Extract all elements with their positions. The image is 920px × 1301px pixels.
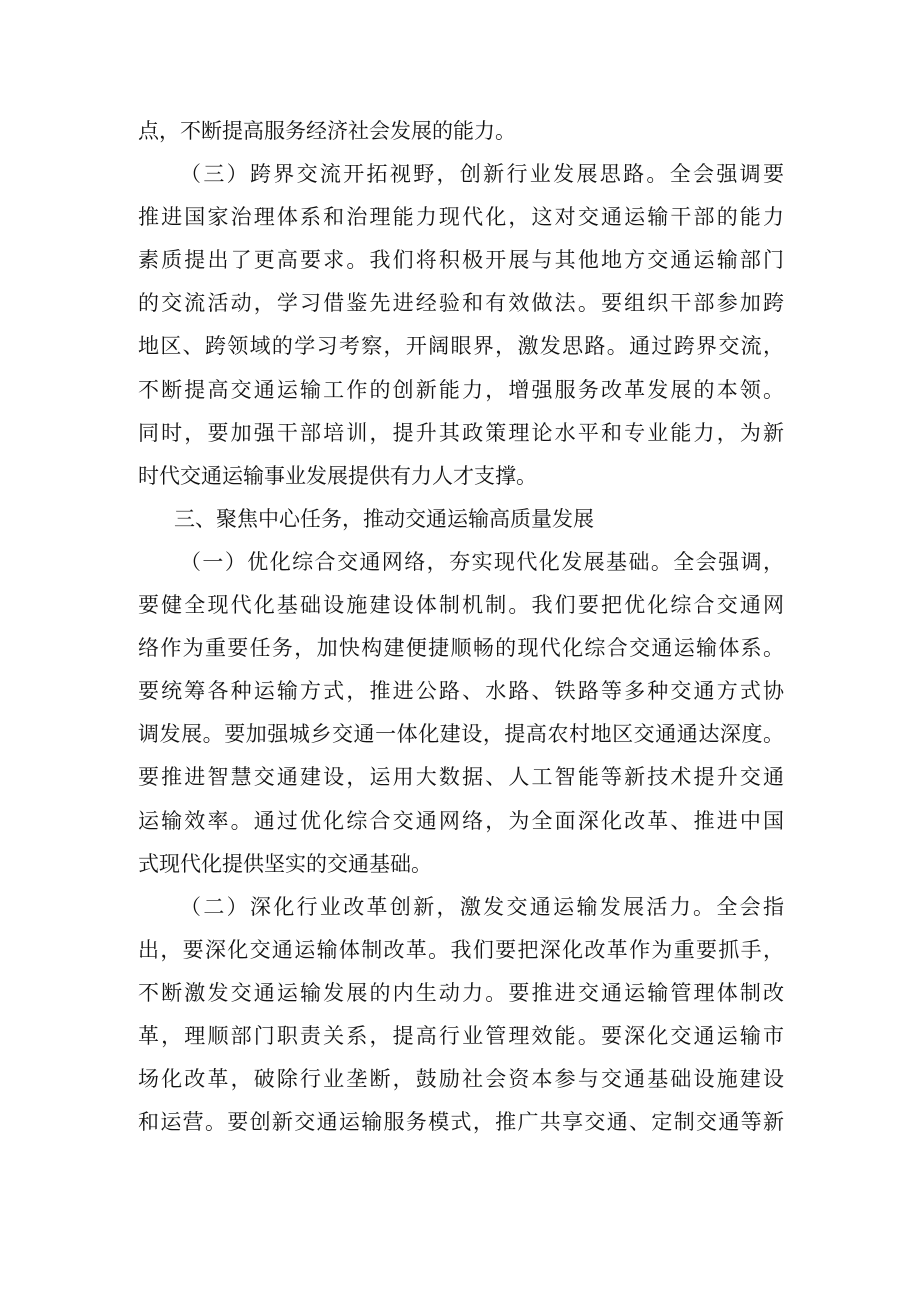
paragraph-start-line: （一）优化综合交通网络，夯实现代化发展基础。全会强调， [180,549,784,574]
text-line: 推进国家治理体系和治理能力现代化，这对交通运输干部的能力 [138,205,784,230]
text-line: 和运营。要创新交通运输服务模式，推广共享交通、定制交通等新 [138,1110,784,1135]
text-line: 不断激发交通运输发展的内生动力。要推进交通运输管理体制改 [138,980,784,1005]
text-line: 运输效率。通过优化综合交通网络，为全面深化改革、推进中国 [138,808,784,833]
document-body [138,110,784,1144]
text-line: 素质提出了更高要求。我们将积极开展与其他地方交通运输部门 [138,248,784,273]
paragraph-start-line: （二）深化行业改革创新，激发交通运输发展活力。全会指 [180,894,784,919]
text-line: 场化改革，破除行业垄断，鼓励社会资本参与交通基础设施建设 [138,1067,784,1092]
text-line: 出，要深化交通运输体制改革。我们要把深化改革作为重要抓手， [138,937,784,962]
text-line: 不断提高交通运输工作的创新能力，增强服务改革发展的本领。 [138,377,784,402]
text-line: 同时，要加强干部培训，提升其政策理论水平和专业能力，为新 [138,420,784,445]
text-line: 要统筹各种运输方式，推进公路、水路、铁路等多种交通方式协 [138,679,784,704]
text-line: 革，理顺部门职责关系，提高行业管理效能。要深化交通运输市 [138,1023,784,1048]
paragraph-start-line: （三）跨界交流开拓视野，创新行业发展思路。全会强调要 [180,162,784,187]
text-line: 的交流活动，学习借鉴先进经验和有效做法。要组织干部参加跨 [138,291,784,316]
text-line: 式现代化提供坚实的交通基础。 [138,851,432,876]
section-heading: 三、聚焦中心任务，推动交通运输高质量发展 [174,506,594,531]
text-line: 要推进智慧交通建设，运用大数据、人工智能等新技术提升交通 [138,765,784,790]
text-line: 调发展。要加强城乡交通一体化建设，提高农村地区交通通达深度。 [138,722,784,747]
text-line: 络作为重要任务，加快构建便捷顺畅的现代化综合交通运输体系。 [138,636,784,661]
text-line: 时代交通运输事业发展提供有力人才支撑。 [138,463,537,488]
text-line: 点，不断提高服务经济社会发展的能力。 [138,119,516,143]
text-line: 要健全现代化基础设施建设体制机制。我们要把优化综合交通网 [138,593,784,618]
text-line: 地区、跨领域的学习考察，开阔眼界，激发思路。通过跨界交流， [138,334,784,359]
